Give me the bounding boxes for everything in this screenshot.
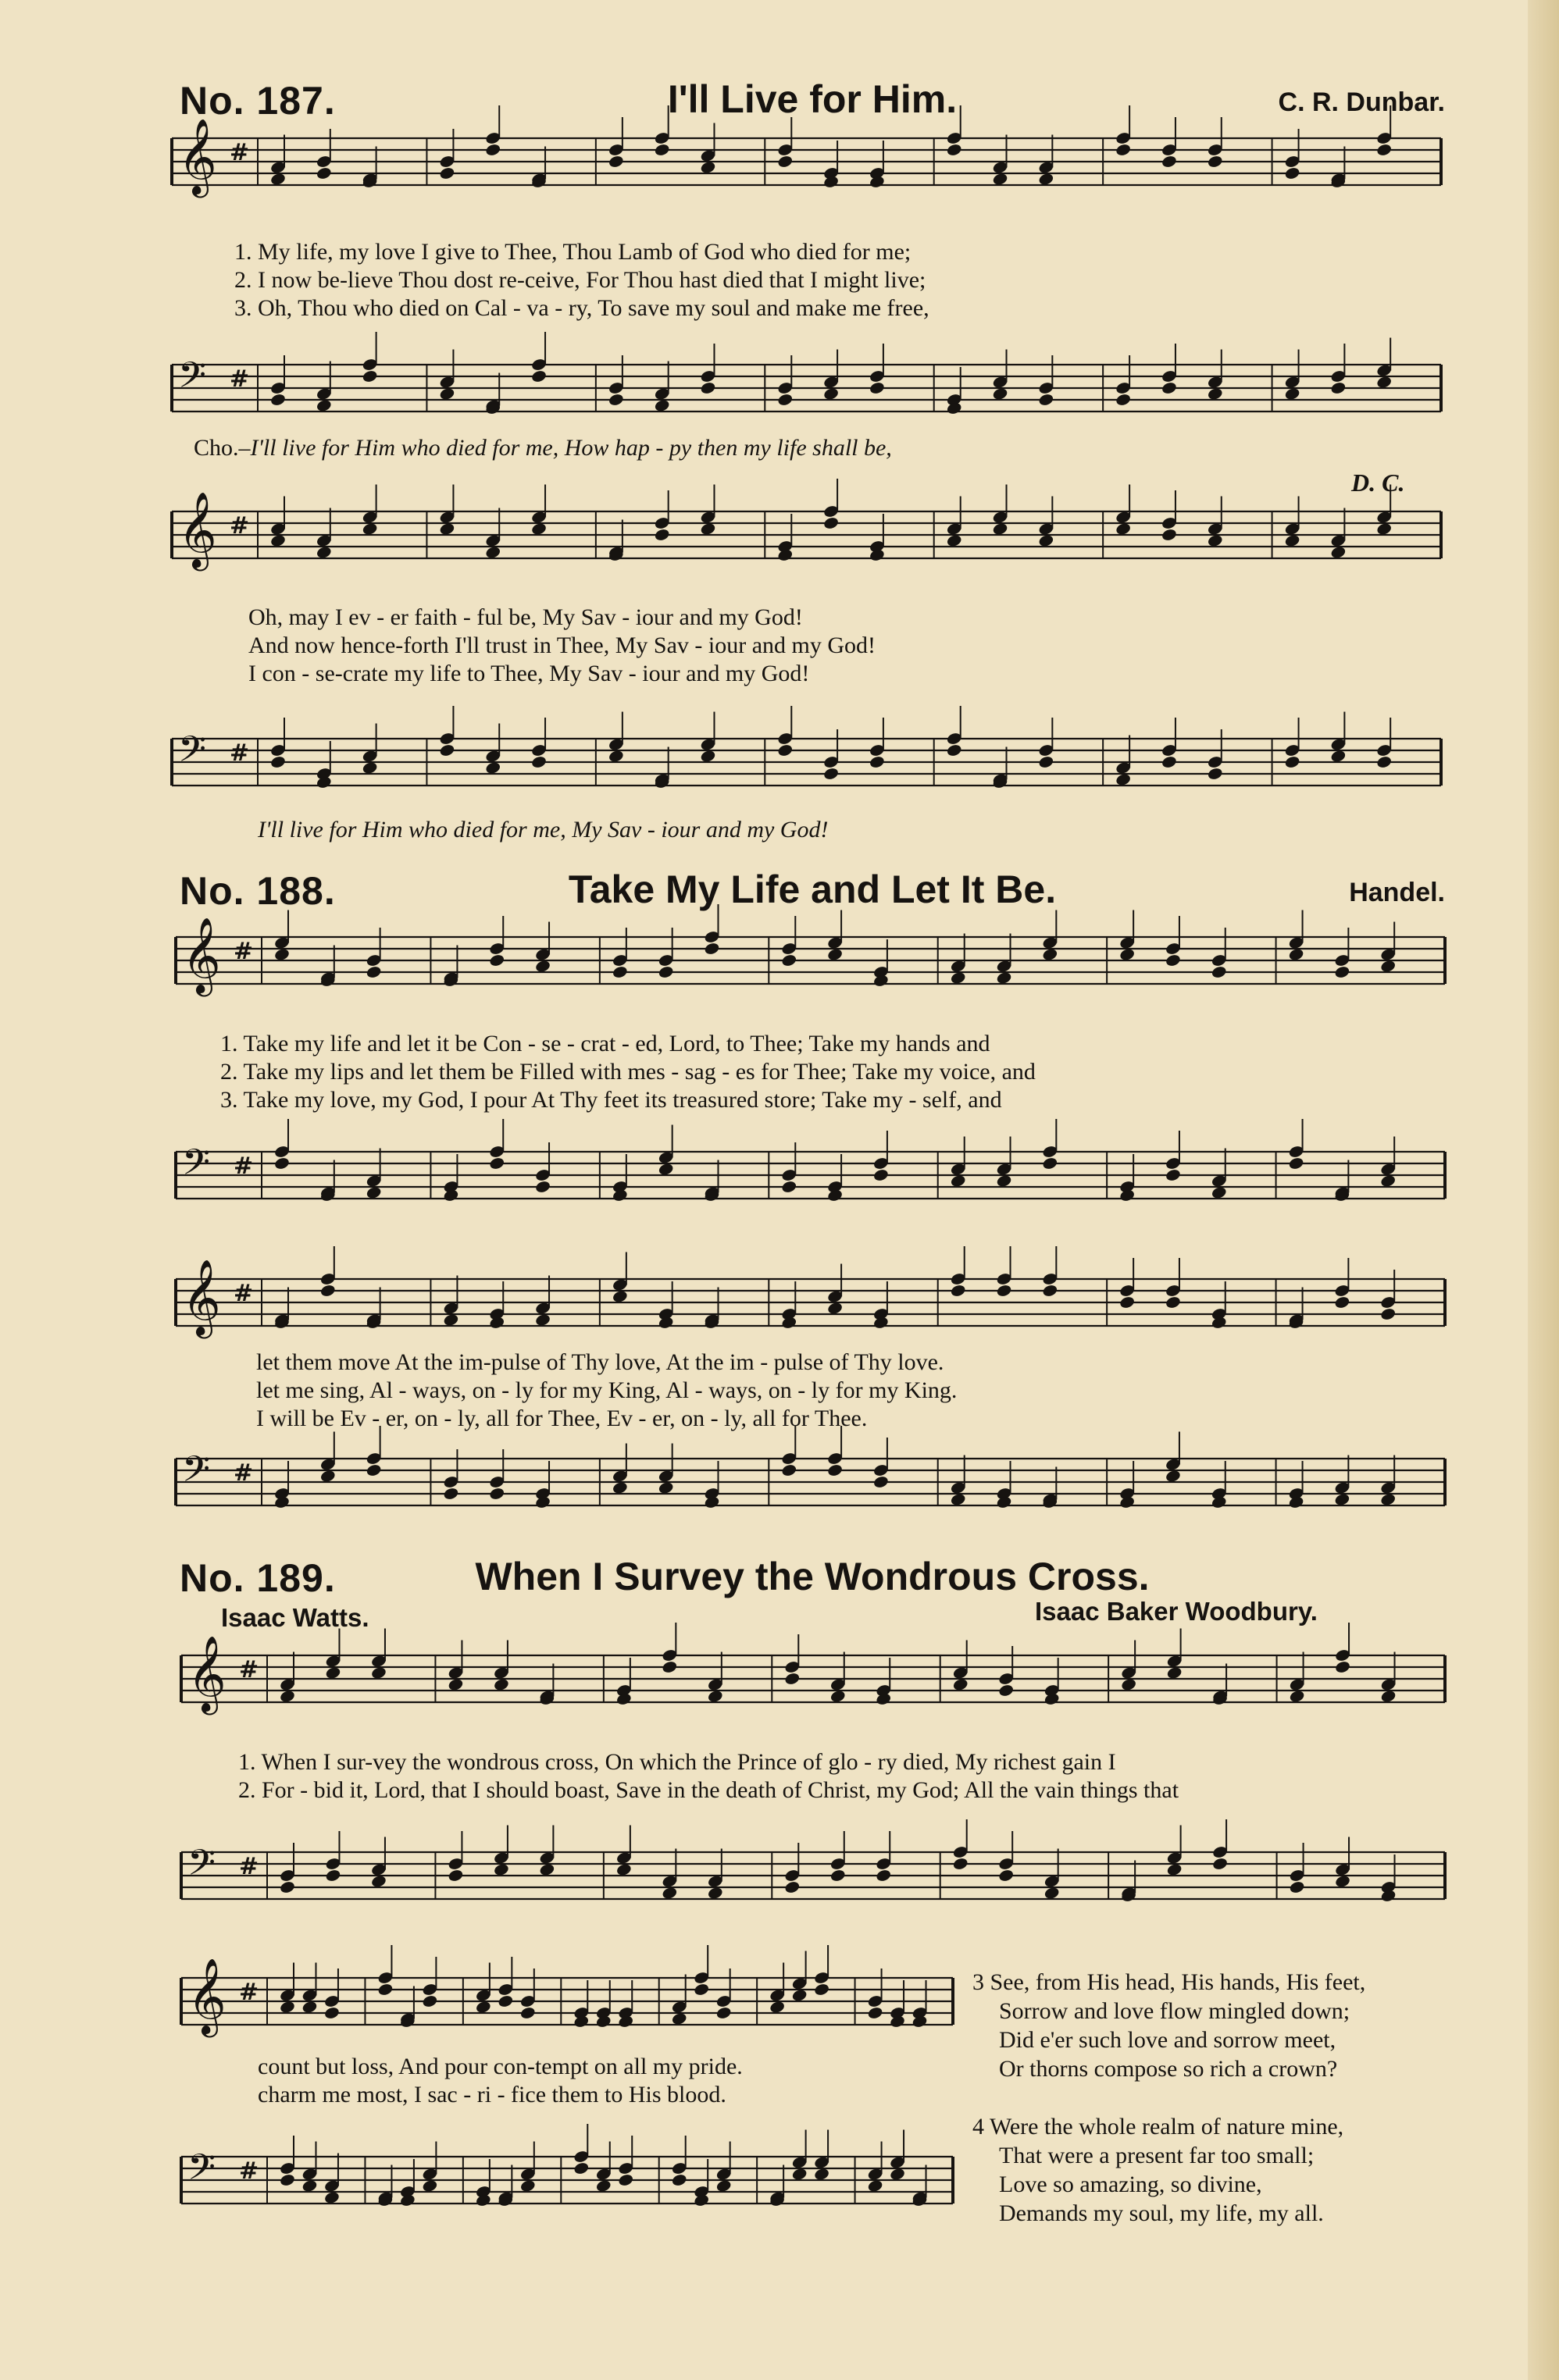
- refrain-line: I con - se-crate my life to Thee, My Sav - iour and my God!: [248, 661, 810, 686]
- refrain-line: And now hence-forth I'll trust in Thee, My Sav - iour and my God!: [248, 632, 876, 658]
- svg-text:𝄞: 𝄞: [187, 1635, 227, 1712]
- author-credit: Isaac Watts.: [221, 1603, 369, 1632]
- verse-line: I will be Ev - er, on - ly, all for Thee, Ev - er, on - ly, all for Thee.: [256, 1406, 868, 1431]
- svg-text:#: #: [234, 1153, 254, 1180]
- verse-line: 3. Take my love, my God, I pour At Thy feet its treasured store; Take my - self, and: [220, 1087, 1002, 1113]
- verse-line: Sorrow and love flow mingled down;: [999, 1998, 1350, 2024]
- hymn-number: No. 187.: [180, 79, 336, 123]
- verse-line: Did e'er such love and sorrow meet,: [999, 2027, 1336, 2053]
- hymn-number: No. 188.: [180, 869, 336, 913]
- svg-text:𝄞: 𝄞: [182, 917, 221, 993]
- refrain-line: Oh, may I ev - er faith - ful be, My Sav - iour and my God!: [248, 604, 803, 630]
- hymn-188-header: [180, 868, 1445, 931]
- dc-mark: D. C.: [1351, 469, 1405, 497]
- verse-line: Demands my soul, my life, my all.: [999, 2200, 1324, 2226]
- svg-text:#: #: [230, 139, 250, 166]
- verse-line: let me sing, Al - ways, on - ly for my King, Al - ways, on - ly for my King.: [256, 1377, 958, 1403]
- hymn-title: Take My Life and Let It Be.: [568, 868, 1057, 911]
- verse-line: let them move At the im-pulse of Thy love, At the im - pulse of Thy love.: [256, 1349, 944, 1375]
- svg-text:#: #: [230, 365, 250, 393]
- svg-text:𝄞: 𝄞: [178, 118, 217, 194]
- svg-text:#: #: [239, 1853, 259, 1880]
- chorus-line: I'll live for Him who died for me, My Sav - iour and my God!: [258, 817, 829, 843]
- hymn-187-header: [180, 78, 1445, 141]
- svg-text:#: #: [230, 512, 250, 540]
- chorus-label: Cho.–: [194, 435, 251, 461]
- composer-credit: Isaac Baker Woodbury.: [1035, 1597, 1318, 1626]
- verse-line: 3 See, from His head, His hands, His feet,: [972, 1969, 1366, 1995]
- svg-text:𝄢: 𝄢: [182, 1142, 211, 1192]
- verse-line: Love so amazing, so divine,: [999, 2172, 1262, 2197]
- svg-text:𝄢: 𝄢: [182, 1448, 211, 1499]
- svg-text:#: #: [239, 1656, 259, 1683]
- svg-text:#: #: [234, 1459, 254, 1487]
- verse-line: 4 Were the whole realm of nature mine,: [972, 2114, 1344, 2140]
- svg-text:𝄞: 𝄞: [178, 491, 217, 568]
- verse-line: 3. Oh, Thou who died on Cal - va - ry, To save my soul and make me free,: [234, 295, 929, 321]
- svg-text:𝄢: 𝄢: [187, 2147, 216, 2197]
- verse-line: 2. For - bid it, Lord, that I should boast, Save in the death of Christ, my God; All the vain things that: [238, 1777, 1179, 1803]
- verse-line: 2. Take my lips and let them be Filled with mes - sag - es for Thee; Take my voice, and: [220, 1059, 1036, 1085]
- verse-line: 2. I now be-lieve Thou dost re-ceive, For Thou hast died that I might live;: [234, 267, 926, 293]
- svg-text:#: #: [239, 1979, 259, 2006]
- svg-text:#: #: [234, 938, 254, 965]
- hymn-title: I'll Live for Him.: [667, 77, 958, 121]
- svg-text:𝄢: 𝄢: [178, 355, 207, 405]
- verse-line: count but loss, And pour con-tempt on all my pride.: [258, 2054, 743, 2079]
- verse-line: That were a present far too small;: [999, 2143, 1315, 2168]
- verse-4: [972, 2112, 1343, 2228]
- composer-credit: C. R. Dunbar.: [1278, 87, 1445, 117]
- svg-text:𝄞: 𝄞: [182, 1259, 221, 1335]
- verse-line: 1. My life, my love I give to Thee, Thou Lamb of God who died for me;: [234, 239, 911, 265]
- page-edge: [1528, 0, 1559, 2380]
- verse-line: Or thorns compose so rich a crown?: [999, 2056, 1338, 2082]
- verse-line: charm me most, I sac - ri - fice them to His blood.: [258, 2082, 726, 2107]
- svg-text:#: #: [230, 739, 250, 767]
- verse-line: 1. When I sur-vey the wondrous cross, On which the Prince of glo - ry died, My richest gain I: [238, 1749, 1116, 1775]
- svg-text:𝄞: 𝄞: [187, 1958, 227, 2034]
- hymn-number: No. 189.: [180, 1556, 336, 1600]
- svg-text:𝄢: 𝄢: [178, 729, 207, 779]
- svg-text:#: #: [234, 1280, 254, 1307]
- chorus-text: I'll live for Him who died for me, How hap - py then my life shall be,: [250, 435, 892, 461]
- verse-line: 1. Take my life and let it be Con - se - crat - ed, Lord, to Thee; Take my hands and: [220, 1031, 990, 1056]
- svg-text:#: #: [239, 2157, 259, 2185]
- svg-text:𝄢: 𝄢: [187, 1842, 216, 1893]
- chorus-line: [194, 435, 892, 461]
- verse-3: [972, 1968, 1365, 2083]
- composer-credit: Handel.: [1349, 878, 1445, 907]
- hymn-title: When I Survey the Wondrous Cross.: [475, 1555, 1150, 1598]
